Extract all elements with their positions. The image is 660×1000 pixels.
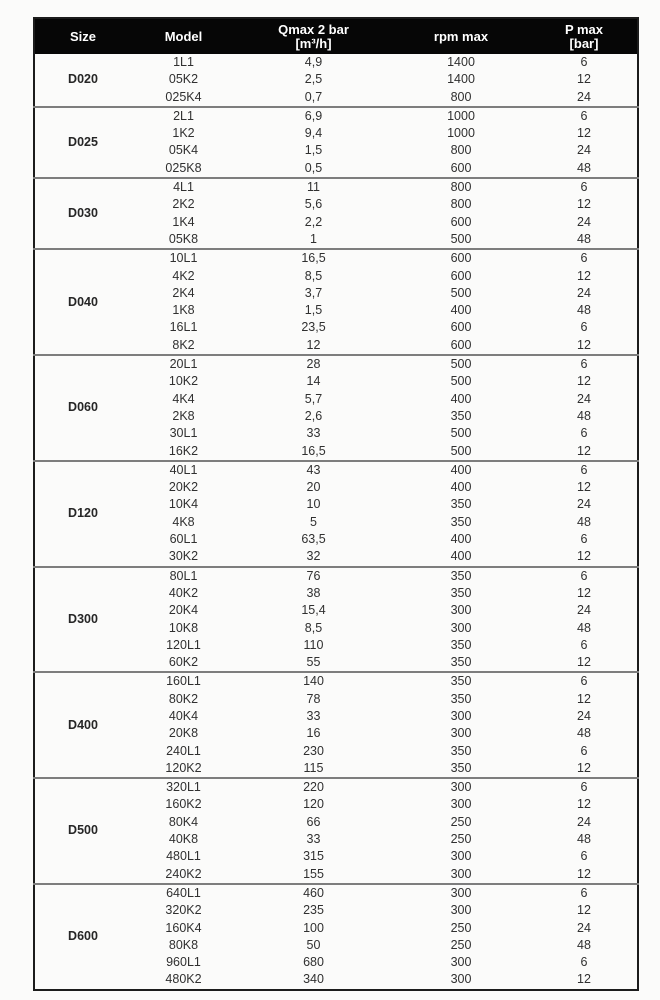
rpm-cell: 300 (391, 884, 531, 902)
rpm-cell: 350 (450, 585, 472, 600)
pmax-cell: 12 (577, 268, 591, 283)
pmax-cell: 24 (577, 214, 591, 229)
qmax-cell: 0,5 (304, 160, 323, 175)
size-label: D600 (34, 884, 131, 990)
table-header (34, 18, 638, 54)
pmax-cell: 12 (577, 443, 591, 458)
qmax-cell: 16,5 (301, 443, 326, 458)
pmax-cell: 12 (577, 72, 591, 87)
pmax-cell: 6 (580, 849, 588, 864)
model-cell: 40K8 (168, 832, 199, 847)
model-cell: 1L1 (173, 55, 194, 69)
pmax-cell: 6 (580, 320, 588, 335)
pump-spec-table (33, 17, 639, 991)
rpm-cell: 350 (450, 514, 472, 529)
model-cell: 10K8 (168, 620, 199, 635)
rpm-cell: 300 (450, 797, 472, 812)
model-cell: 240K2 (165, 866, 202, 881)
model-cell: 480L1 (166, 849, 201, 864)
qmax-cell: 10 (306, 497, 321, 512)
rpm-cell: 350 (450, 691, 472, 706)
column-header-qmax-line1: Qmax 2 bar (278, 21, 349, 37)
rpm-cell: 500 (450, 426, 472, 441)
model-cell: 40K4 (168, 708, 199, 723)
qmax-cell: 33 (306, 708, 321, 723)
qmax-cell: 1,5 (304, 143, 323, 158)
pmax-cell: 48 (577, 408, 591, 423)
size-group (34, 567, 638, 673)
rpm-cell: 500 (450, 443, 472, 458)
model-cell: 20K4 (168, 603, 199, 618)
model-cell: 60K2 (168, 655, 199, 670)
model-cell: 16L1 (169, 320, 198, 335)
rpm-cell: 800 (450, 89, 472, 104)
pmax-cell: 12 (577, 480, 591, 495)
qmax-cell: 38 (306, 585, 321, 600)
rpm-cell: 400 (391, 461, 531, 479)
rpm-cell: 250 (450, 814, 472, 829)
pmax-cell: 12 (577, 691, 591, 706)
column-header-pmax-unit: [bar] (569, 35, 599, 51)
qmax-cell: 120 (303, 797, 324, 812)
pmax-cell: 12 (577, 374, 591, 389)
size-label: D030 (34, 178, 131, 249)
pmax-cell: 24 (577, 89, 591, 104)
pmax-cell: 48 (577, 514, 591, 529)
pmax-cell: 24 (577, 285, 591, 300)
model-cell: 80K4 (168, 814, 199, 829)
table-row (34, 355, 638, 373)
qmax-cell: 50 (306, 937, 321, 952)
pmax-cell: 6 (580, 955, 588, 970)
model-cell: 025K8 (165, 160, 202, 175)
rpm-cell: 800 (391, 178, 531, 196)
pmax-cell: 6 (531, 461, 638, 479)
qmax-cell: 315 (303, 849, 324, 864)
column-header-qmax (236, 18, 391, 54)
rpm-cell: 300 (450, 603, 472, 618)
rpm-cell: 500 (450, 374, 472, 389)
column-header-pmax (531, 18, 638, 54)
model-cell: 05K8 (168, 231, 199, 246)
size-label: D060 (34, 355, 131, 461)
rpm-cell: 600 (450, 160, 472, 175)
rpm-cell: 500 (450, 231, 472, 246)
model-cell: 80K8 (168, 937, 199, 952)
model-cell: 20K8 (168, 726, 199, 741)
qmax-cell: 680 (303, 955, 324, 970)
qmax-cell: 220 (236, 778, 391, 796)
size-group (34, 54, 638, 107)
table-row (34, 178, 638, 196)
rpm-cell: 350 (391, 672, 531, 690)
size-group (34, 884, 638, 990)
rpm-cell: 350 (450, 655, 472, 670)
qmax-cell: 5 (310, 514, 317, 529)
rpm-cell: 600 (450, 320, 472, 335)
model-cell: 160K2 (165, 797, 202, 812)
qmax-cell: 3,7 (304, 285, 323, 300)
pmax-cell: 6 (531, 249, 638, 267)
model-cell: 160L1 (131, 672, 236, 690)
qmax-cell: 100 (303, 920, 324, 935)
rpm-cell: 400 (450, 303, 472, 318)
qmax-cell: 5,7 (304, 391, 323, 406)
pmax-cell: 6 (580, 637, 588, 652)
qmax-cell: 15,4 (301, 603, 326, 618)
model-cell: 1K2 (172, 126, 195, 141)
pmax-cell: 48 (577, 303, 591, 318)
pmax-cell: 48 (577, 620, 591, 635)
rpm-cell: 1400 (447, 55, 475, 69)
model-cell: 05K4 (168, 143, 199, 158)
qmax-cell: 1,5 (304, 303, 323, 318)
model-cell: 80K2 (168, 691, 199, 706)
model-cell: 1K8 (172, 303, 195, 318)
qmax-cell: 110 (303, 637, 324, 652)
model-cell: 2L1 (131, 107, 236, 125)
model-cell: 025K4 (165, 89, 202, 104)
qmax-cell: 55 (306, 655, 321, 670)
qmax-cell: 115 (303, 760, 324, 775)
model-cell: 960L1 (166, 955, 201, 970)
rpm-cell: 600 (391, 249, 531, 267)
model-cell: 16K2 (168, 443, 199, 458)
qmax-cell: 12 (306, 337, 321, 352)
rpm-cell: 400 (450, 480, 472, 495)
qmax-cell: 2,6 (304, 408, 323, 423)
model-cell: 4L1 (131, 178, 236, 196)
table-row (34, 884, 638, 902)
model-cell: 120L1 (166, 637, 201, 652)
qmax-cell: 155 (303, 866, 324, 881)
size-group (34, 461, 638, 567)
pmax-cell: 6 (531, 672, 638, 690)
qmax-cell: 14 (306, 374, 321, 389)
rpm-cell: 350 (450, 408, 472, 423)
model-cell: 320L1 (131, 778, 236, 796)
size-group (34, 355, 638, 461)
model-cell: 30L1 (169, 426, 198, 441)
pmax-cell: 12 (577, 126, 591, 141)
model-cell: 8K2 (172, 337, 195, 352)
rpm-cell: 250 (450, 832, 472, 847)
qmax-cell: 230 (303, 743, 324, 758)
pmax-cell: 6 (531, 778, 638, 796)
qmax-cell: 11 (236, 178, 391, 196)
size-label: D500 (34, 778, 131, 884)
qmax-cell: 340 (303, 972, 324, 987)
rpm-cell: 300 (450, 866, 472, 881)
pmax-cell: 48 (577, 231, 591, 246)
qmax-cell: 9,4 (304, 126, 323, 141)
model-cell: 40K2 (168, 585, 199, 600)
qmax-cell: 140 (236, 672, 391, 690)
size-group (34, 672, 638, 778)
table-row (34, 54, 638, 71)
pmax-cell: 12 (577, 760, 591, 775)
column-header-pmax-line1: P max (564, 21, 604, 37)
pmax-cell: 24 (577, 603, 591, 618)
model-cell: 80L1 (131, 567, 236, 585)
model-cell: 20L1 (131, 355, 236, 373)
table-row (34, 107, 638, 125)
qmax-cell: 16,5 (236, 249, 391, 267)
qmax-cell: 0,7 (304, 89, 323, 104)
pmax-cell: 48 (577, 937, 591, 952)
size-group (34, 778, 638, 884)
table-row (34, 461, 638, 479)
pmax-cell: 6 (531, 107, 638, 125)
qmax-cell: 33 (306, 426, 321, 441)
pmax-cell: 12 (577, 972, 591, 987)
pmax-cell: 6 (531, 178, 638, 196)
pmax-cell: 12 (577, 797, 591, 812)
qmax-cell: 28 (236, 355, 391, 373)
model-cell: 240L1 (166, 743, 201, 758)
qmax-cell: 32 (306, 549, 321, 564)
qmax-cell: 66 (306, 814, 321, 829)
rpm-cell: 300 (450, 620, 472, 635)
rpm-cell: 600 (450, 337, 472, 352)
pmax-cell: 12 (577, 337, 591, 352)
rpm-cell: 350 (450, 760, 472, 775)
pmax-cell: 24 (577, 143, 591, 158)
model-cell: 30K2 (168, 549, 199, 564)
model-cell: 120K2 (165, 760, 202, 775)
rpm-cell: 300 (450, 708, 472, 723)
rpm-cell: 600 (450, 268, 472, 283)
table-row (34, 778, 638, 796)
pmax-cell: 24 (577, 708, 591, 723)
qmax-cell: 76 (236, 567, 391, 585)
model-cell: 20K2 (168, 480, 199, 495)
rpm-cell: 300 (450, 955, 472, 970)
qmax-cell: 2,2 (304, 214, 323, 229)
header-row (34, 18, 638, 54)
size-label: D020 (68, 72, 98, 87)
pmax-cell: 6 (531, 567, 638, 585)
pmax-cell: 12 (577, 655, 591, 670)
qmax-cell: 8,5 (304, 268, 323, 283)
column-header-model: Model (131, 18, 236, 54)
rpm-cell: 300 (391, 778, 531, 796)
rpm-cell: 800 (450, 143, 472, 158)
pmax-cell: 6 (580, 426, 588, 441)
pmax-cell: 24 (577, 391, 591, 406)
pmax-cell: 6 (531, 884, 638, 902)
qmax-cell: 8,5 (304, 620, 323, 635)
table-row (34, 249, 638, 267)
model-cell: 4K2 (172, 268, 195, 283)
rpm-cell: 600 (450, 214, 472, 229)
qmax-cell: 78 (306, 691, 321, 706)
model-cell: 2K4 (172, 285, 195, 300)
pmax-cell: 6 (531, 355, 638, 373)
size-label: D040 (34, 249, 131, 355)
rpm-cell: 350 (450, 637, 472, 652)
table-row (34, 672, 638, 690)
qmax-cell: 16 (306, 726, 321, 741)
model-cell: 40L1 (131, 461, 236, 479)
pmax-cell: 12 (577, 903, 591, 918)
size-label: D120 (34, 461, 131, 567)
qmax-cell: 6,9 (236, 107, 391, 125)
rpm-cell: 1000 (447, 126, 475, 141)
pmax-cell: 6 (580, 55, 588, 69)
pmax-cell: 6 (580, 743, 588, 758)
model-cell: 10K4 (168, 497, 199, 512)
qmax-cell: 63,5 (301, 532, 326, 547)
qmax-cell: 4,9 (304, 55, 323, 69)
column-header-rpm: rpm max (391, 18, 531, 54)
column-header-size: Size (34, 18, 131, 54)
pmax-cell: 24 (577, 814, 591, 829)
model-cell: 4K8 (172, 514, 195, 529)
qmax-cell: 1 (310, 231, 317, 246)
model-cell: 480K2 (165, 972, 202, 987)
rpm-cell: 400 (450, 549, 472, 564)
rpm-cell: 1000 (391, 107, 531, 125)
model-cell: 640L1 (131, 884, 236, 902)
rpm-cell: 250 (450, 937, 472, 952)
pmax-cell: 48 (577, 832, 591, 847)
rpm-cell: 800 (450, 197, 472, 212)
size-label: D300 (34, 567, 131, 673)
column-header-qmax-unit: [m³/h] (295, 35, 332, 51)
pmax-cell: 12 (577, 585, 591, 600)
pmax-cell: 24 (577, 920, 591, 935)
pmax-cell: 12 (577, 549, 591, 564)
size-group (34, 249, 638, 355)
rpm-cell: 400 (450, 391, 472, 406)
rpm-cell: 250 (450, 920, 472, 935)
size-label: D400 (34, 672, 131, 778)
pmax-cell: 48 (577, 160, 591, 175)
qmax-cell: 20 (306, 480, 321, 495)
rpm-cell: 300 (450, 726, 472, 741)
qmax-cell: 33 (306, 832, 321, 847)
qmax-cell: 5,6 (304, 197, 323, 212)
model-cell: 2K8 (172, 408, 195, 423)
model-cell: 320K2 (165, 903, 202, 918)
pmax-cell: 6 (580, 532, 588, 547)
rpm-cell: 350 (391, 567, 531, 585)
rpm-cell: 500 (450, 285, 472, 300)
model-cell: 4K4 (172, 391, 195, 406)
qmax-cell: 2,5 (304, 72, 323, 87)
model-cell: 60L1 (169, 532, 198, 547)
model-cell: 2K2 (172, 197, 195, 212)
size-group (34, 107, 638, 178)
rpm-cell: 400 (450, 532, 472, 547)
pmax-cell: 48 (577, 726, 591, 741)
table-row (34, 567, 638, 585)
size-group (34, 178, 638, 249)
rpm-cell: 300 (450, 849, 472, 864)
rpm-cell: 1400 (447, 72, 475, 87)
pmax-cell: 12 (577, 866, 591, 881)
size-label: D025 (34, 107, 131, 178)
rpm-cell: 300 (450, 972, 472, 987)
qmax-cell: 43 (236, 461, 391, 479)
pmax-cell: 24 (577, 497, 591, 512)
rpm-cell: 350 (450, 497, 472, 512)
pmax-cell: 12 (577, 197, 591, 212)
rpm-cell: 300 (450, 903, 472, 918)
rpm-cell: 350 (450, 743, 472, 758)
model-cell: 160K4 (165, 920, 202, 935)
model-cell: 10K2 (168, 374, 199, 389)
qmax-cell: 23,5 (301, 320, 326, 335)
rpm-cell: 500 (391, 355, 531, 373)
model-cell: 05K2 (168, 72, 199, 87)
qmax-cell: 235 (303, 903, 324, 918)
model-cell: 1K4 (172, 214, 195, 229)
model-cell: 10L1 (131, 249, 236, 267)
qmax-cell: 460 (236, 884, 391, 902)
